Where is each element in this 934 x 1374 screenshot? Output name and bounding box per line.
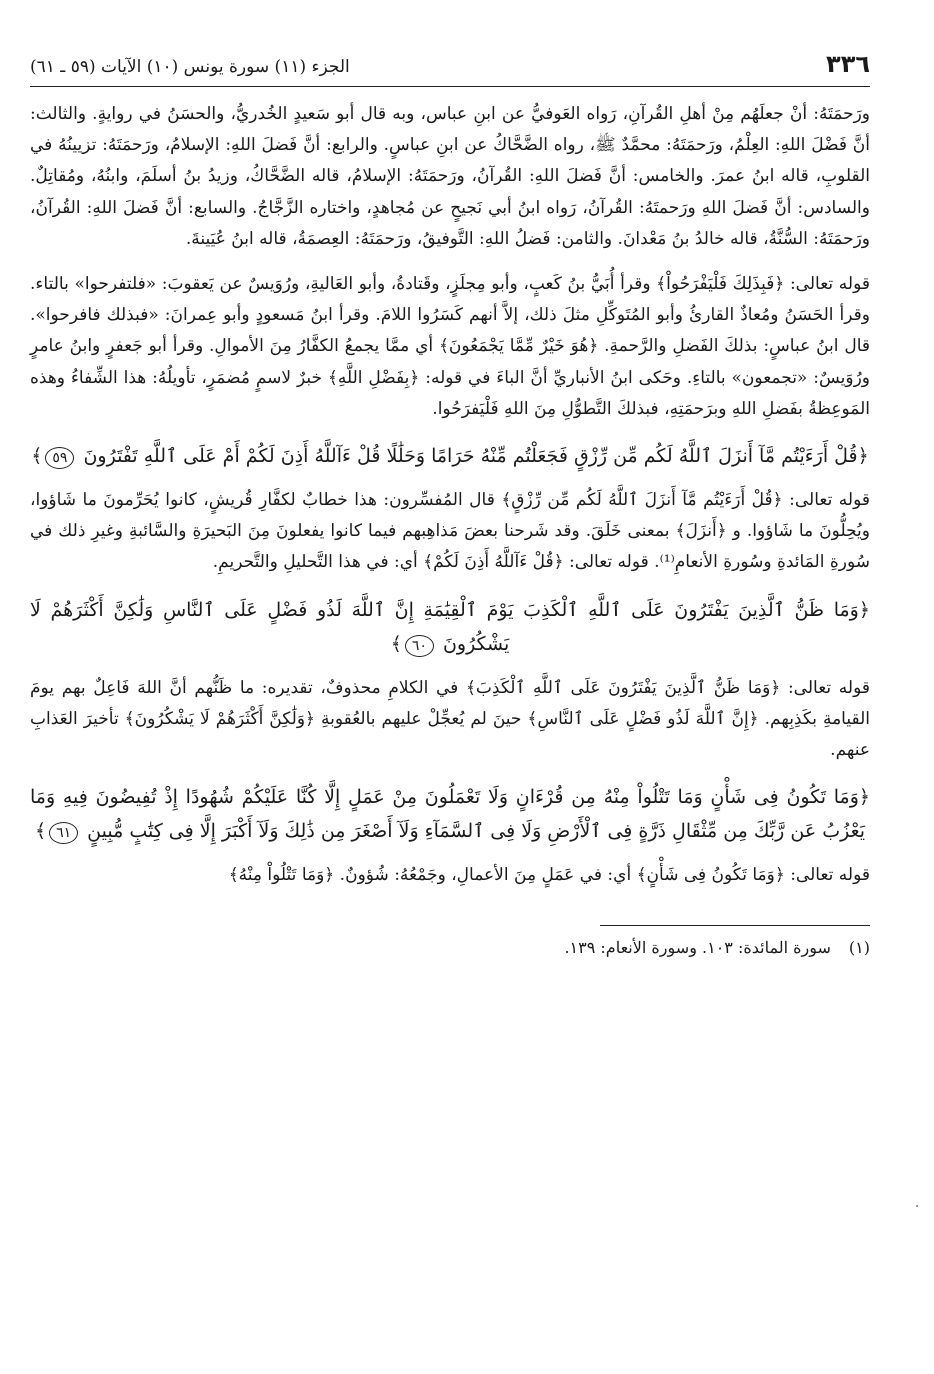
quran-verse-60 (30, 593, 870, 661)
footnote (30, 934, 870, 962)
footnote-text: سورة المائدة: ١٠٣. وسورة الأنعام: ١٣٩. (564, 938, 831, 958)
verse-number-marker: ٦١ (49, 822, 78, 844)
verse-close-bracket: ﴾ (31, 445, 43, 468)
commentary-paragraph-5: قوله تعالى: ﴿وَمَا تَكُونُ فِى شَأْنٍ﴾ أي: في عَمَلٍ مِنَ الأعمالِ، وجَمْعُهُ: شُؤونٌ. ﴿وَمَا تَتْلُواْ مِنْهُ﴾ (228, 865, 870, 886)
running-title: الجزء (١١) سورة يونس (١٠) الآيات (٥٩ ـ ٦١) (30, 57, 350, 77)
page-header (30, 50, 870, 87)
verse-text: ﴿قُلْ أَرَءَيْتُم مَّآ أَنزَلَ ٱللَّهُ لَكُم مِّن رِّزْقٍ فَجَعَلْتُم مِّنْهُ حَرَامًا وَحَلَٰلًا قُلْ ءَآللَّهُ أَذِنَ لَكُمْ أَمْ عَلَى ٱللَّهِ تَفْتَرُونَ (83, 445, 869, 468)
commentary-paragraph-1: ورَحمَتَهُ: أنْ جعلَهُم مِنْ أهلِ القُرآنِ، رَواه العَوفيُّ عن ابنِ عباس، وبه قال أبو سَعيدٍ الخُدريُّ، والحسَنُ في روايةٍ. والثالث: أنَّ فَضْلَ اللهِ: العِلْمُ، ورَحمَتَهُ: محمَّدٌ ﷺ، رواه الضَّحَّاكُ عن ابنِ عباسٍ. والرابع: أنَّ فَضلَ اللهِ: الإسلامُ، ورَحمَتَهُ: تزيينُهُ في القلوبِ، قاله ابنُ عمرَ. والخامس: أنَّ فَضلَ اللهِ: القُرآنُ، ورَحمَتَهُ: الإسلامُ، قاله الضَّحَّاكُ، وزيدُ بنُ أسلَمَ، وابنُهُ، ومُقاتِلٌ. والسادس: أنَّ فَضلَ اللهِ ورَحمتَهُ: القُرآنُ، رَواه ابنُ أبي نَجيحٍ عن مُجاهدٍ، واختاره الزَّجَّاجُ. والسابع: أنَّ فَضلَ اللهِ: القُرآنُ، ورَحمَتَهُ: السُّنَّةُ، قاله خالدُ بنُ مَعْدانَ. والثامن: فَضلُ اللهِ: التَّوفيقُ، ورَحمَتَهُ: العِصمَةُ، قاله ابنُ عُيَينةَ. (30, 104, 870, 249)
commentary-paragraph-3: قوله تعالى: ﴿قُلْ أَرَءَيْتُم مَّآ أَنزَلَ ٱللَّهُ لَكُم مِّن رِّزْقٍ﴾ قال المُفسِّرون: هذا خطابٌ لكفَّارِ قُريشٍ، كانوا يُحَرِّمونَ ما شَاؤوا، ويُحِلُّونَ ما شَاؤوا. و ﴿أَنزَلَ﴾ بمعنى خَلَقَ. وقد شَرحنا بعضَ مَذاهِبهم فيما كانوا يفعلونَ مِنَ البَحيرَةِ والسَّائبةِ وغيرِ ذلك في سُورةِ المَائدةِ وسُورةِ الأنعامِ⁽¹⁾. قوله تعالى: ﴿قُلْ ءَآللَّهُ أَذِنَ لَكُمْ﴾ أي: في هذا التَّحليلِ والتَّحريمِ. (30, 490, 870, 573)
verse-number-marker: ٦٠ (405, 635, 434, 657)
scan-speck (916, 1205, 918, 1207)
quran-verse-59 (30, 439, 870, 473)
page-number: ٣٣٦ (826, 50, 870, 78)
verse-close-bracket: ﴾ (34, 820, 47, 843)
commentary-paragraph-4: قوله تعالى: ﴿وَمَا ظَنُّ ٱلَّذِينَ يَفْتَرُونَ عَلَى ٱللَّهِ ٱلْكَذِبَ﴾ في الكلامِ محذوفٌ، تقديره: ما ظَنُّهم أنَّ اللهَ فَاعِلٌ بهم يومَ القيامةِ بكَذِبِهم. ﴿إِنَّ ٱللَّهَ لَذُو فَضْلٍ عَلَى ٱلنَّاسِ﴾ حينَ لم يُعجِّلْ عليهم بالعُقوبةِ ﴿وَلَٰكِنَّ أَكْثَرَهُمْ لَا يَشْكُرُونَ﴾ تأخيرَ العَذابِ عنهم. (30, 677, 870, 761)
quran-verse-61 (30, 780, 870, 848)
footnote-divider-wrap (30, 925, 870, 926)
verse-number-marker: ٥٩ (45, 447, 74, 469)
verse-text: ﴿وَمَا ظَنُّ ٱلَّذِينَ يَفْتَرُونَ عَلَى ٱللَّهِ ٱلْكَذِبَ يَوْمَ ٱلْقِيَٰمَةِ إِنَّ ٱللَّهَ لَذُو فَضْلٍ عَلَى ٱلنَّاسِ وَلَٰكِنَّ أَكْثَرَهُمْ لَا يَشْكُرُونَ (30, 598, 870, 655)
commentary-paragraph-2: قوله تعالى: ﴿فَبِذَلِكَ فَلْيَفْرَحُواْ﴾ وقرأ أُبَيُّ بنُ كَعبٍ، وأبو مِجلَزٍ، وقَتادةُ، وأبو العَاليةِ، ورُوَيسٌ عن يَعقوبَ: «فلتفرحوا» بالتاء. وقرأ الحَسَنُ ومُعاذٌ القارئُ وأبو المُتَوكِّلِ مثلَ ذلك، إلاَّ أنهم كَسَرُوا اللامَ. وقرأ ابنُ مَسعودٍ وأبو عِمرانَ: «فبذلك فافرحوا». قال ابنُ عباسٍ: بذلكَ الفَضلِ والرَّحمةِ. ﴿هُوَ خَيْرٌ مِّمَّا يَجْمَعُونَ﴾ أي ممَّا يجمعُ الكفَّارُ مِنَ الأموالِ. وقرأ أبو جَعفرٍ وابنُ عامرٍ ورُوَيسٌ: «تجمعون» بالتاءِ. وحَكى ابنُ الأنباريِّ أنَّ الباءَ في قوله: ﴿بِفَضْلِ اللَّهِ﴾ خبرٌ لاسمٍ مُضمَرٍ، تأويلُهُ: هذا الشِّفاءُ وهذه المَوعِظةُ بفَضلِ اللهِ وبرَحمَتِهِ، فبذلكَ التَّطوُّلِ مِنَ اللهِ فَلْيَفرَحُوا. (30, 274, 870, 419)
footnote-marker: (١) (848, 938, 870, 958)
page (30, 50, 870, 962)
verse-close-bracket: ﴾ (390, 632, 402, 655)
verse-text: ﴿وَمَا تَكُونُ فِى شَأْنٍ وَمَا تَتْلُواْ مِنْهُ مِن قُرْءَانٍ وَلَا تَعْمَلُونَ مِنْ عَمَلٍ إِلَّا كُنَّا عَلَيْكُمْ شُهُودًا إِذْ تُفِيضُونَ فِيهِ وَمَا يَعْزُبُ عَن رَّبِّكَ مِن مِّثْقَالِ ذَرَّةٍ فِى ٱلْأَرْضِ وَلَا فِى ٱلسَّمَآءِ وَلَآ أَصْغَرَ مِن ذَٰلِكَ وَلَآ أَكْبَرَ إِلَّا فِى كِتَٰبٍ مُّبِينٍ (30, 786, 870, 843)
footnote-divider (600, 925, 870, 926)
